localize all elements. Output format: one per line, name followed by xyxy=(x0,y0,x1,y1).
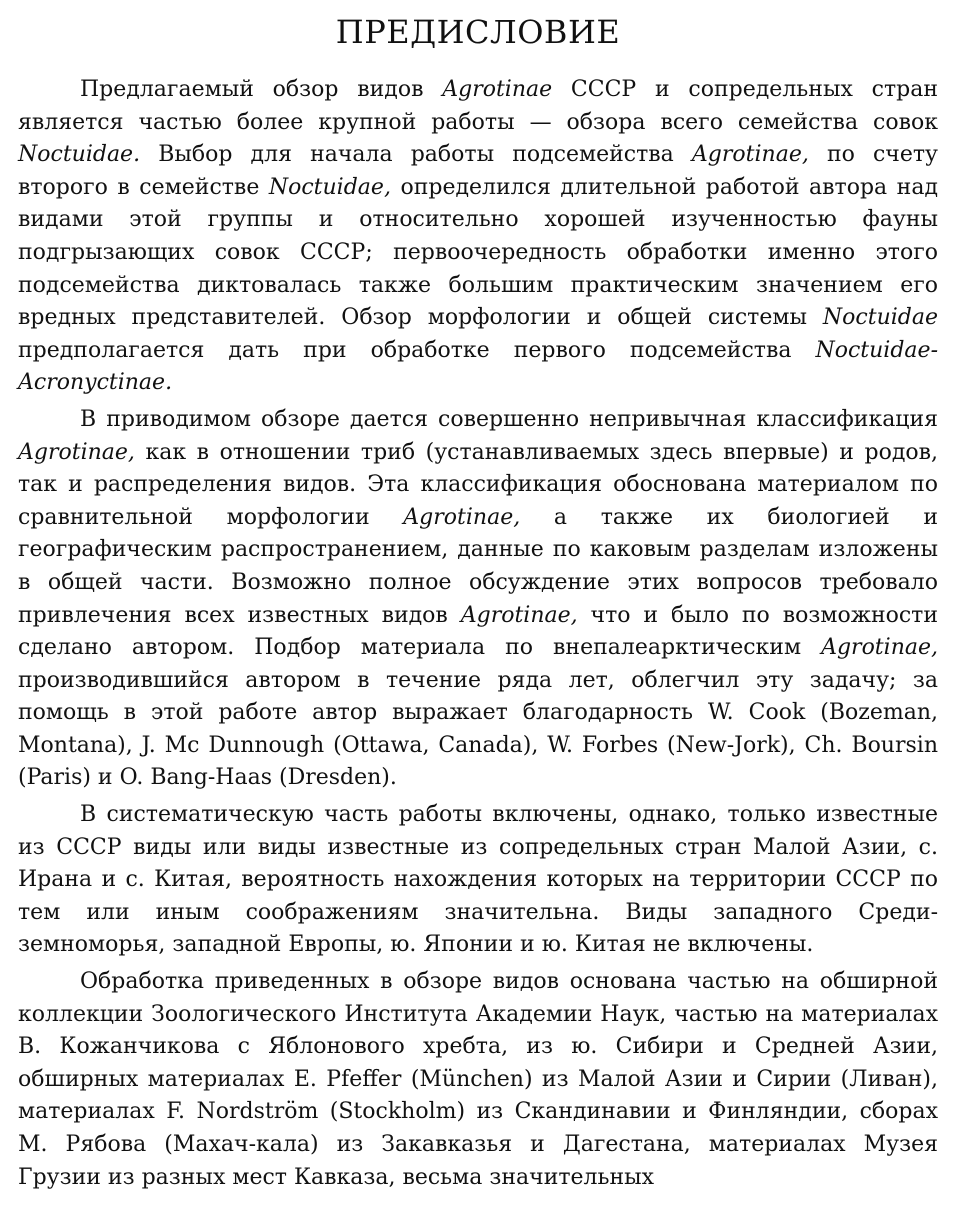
body-text xyxy=(18,74,938,1194)
paragraph xyxy=(18,74,938,400)
italic-term: Agrotinae xyxy=(442,77,553,102)
paragraph xyxy=(18,966,938,1194)
italic-term: Agrotinae, xyxy=(18,439,135,465)
text-run: В приводимом обзоре дается совершенно непривычная классификация xyxy=(80,406,938,432)
text-run: В систематическую часть работы включены, однако, только известные из СССР виды или виды известные из сопредельных стран Малой Азии, с. Ирана и с. Китая, вероятность нахождения которых на территории СССР по тем или иным соображениям значительна. Виды западного Средиземноморья, западной Европы, ю. Японии и ю. Китая не включены. xyxy=(18,802,938,958)
text-run: СССР и сопредельных стран является частью более крупной работы — обзора всего семейства совок xyxy=(18,77,938,135)
italic-term: Agrotinae, xyxy=(691,142,809,168)
text-run: а также их биологией и географическим распространением, данные по каковым разделам изложены в общей части. Возможно полное обсуждение этих вопросов требовало привлечения всех известных видов xyxy=(18,504,939,628)
italic-term: Noctuidae, xyxy=(268,174,391,200)
text-run: что и было по возможности сделано автором. Подбор материала по внепалеарктическим xyxy=(18,602,939,661)
italic-term: Agrotinae, xyxy=(403,504,521,530)
italic-term: Noctuidae. xyxy=(18,142,141,168)
paragraph xyxy=(18,404,938,795)
text-run: Выбор для начала работы подсемейства xyxy=(140,142,692,168)
text-run: как в отношении триб (устанавливаемых здесь впервые) и родов, так и распределения видов. Эта классификация обоснована материалом по сравнительной морфологии xyxy=(18,439,938,530)
text-run: определился длительной работой автора над видами этой группы и относительно хорошей изученностью фауны подгрызающих совок СССР; первоочередность обработки именно этого подсемейства диктовалась также большим практическим значением его вредных представителей. Обзор морфологии и общей системы xyxy=(18,174,938,331)
text-run: предполагается дать при обработке первого подсемейства xyxy=(18,337,816,363)
italic-term: Agrotinae, xyxy=(460,602,578,628)
paragraph xyxy=(18,799,938,962)
italic-term: Noctuidae xyxy=(822,305,938,331)
page-title: ПРЕДИСЛОВИЕ xyxy=(335,13,621,51)
italic-term: Noctuidae-Acronyctinae. xyxy=(18,337,938,396)
text-run: Предлагаемый обзор видов xyxy=(80,77,443,102)
text-run: по счету второго в семействе xyxy=(18,142,938,200)
text-run: производившийся автором в течение ряда лет, облегчил эту задачу; за помощь в этой работе автор выражает благодарность W. Cook (Bozeman, Montana), J. Mc Dunnough (Ottawa, Canada), W. Forbes (New-Jork), Ch. Boursin (Paris) и O. Bang-Haas (Dresden). xyxy=(18,667,938,791)
italic-term: Agrotinae, xyxy=(821,635,938,661)
text-run: Обработка приведенных в обзоре видов основана частью на обширной коллекции Зоологического Института Академии Наук, частью на материалах В. Кожанчикова с Яблонового хребта, из ю. Сибири и Средней Азии, обширных материалах E. Pfeffer (München) из Малой Азии и Сирии (Ливан), материалах F. Nordström (Stockholm) из Скандинавии и Финляндии, сборах М. Рябова (Махач-кала) из Закавказья и Дагестана, материалах Музея Грузии из разных мест Кавказа, весьма значительных xyxy=(18,969,938,1190)
